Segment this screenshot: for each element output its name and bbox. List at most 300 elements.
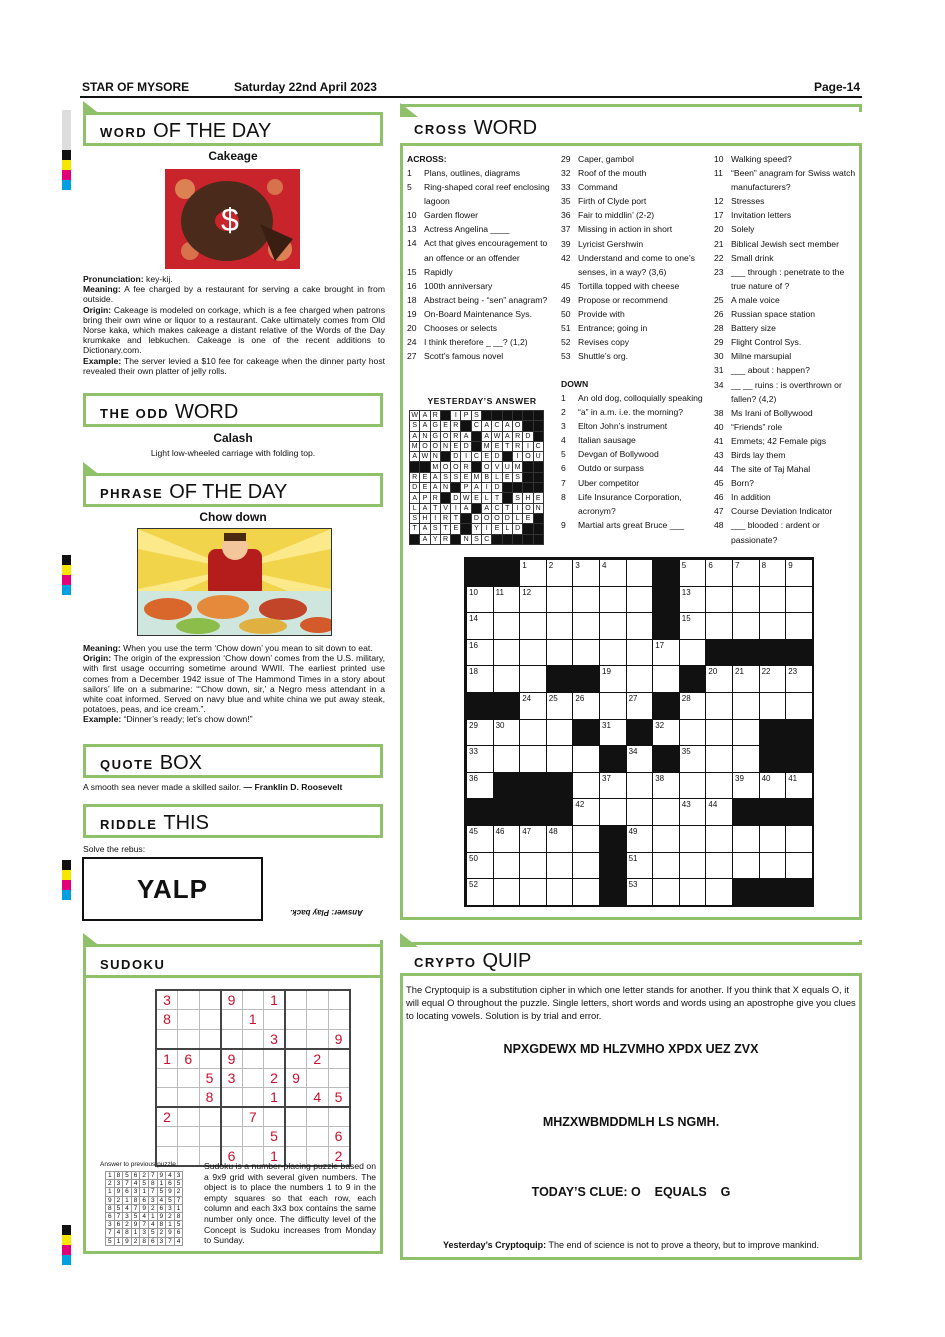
crossword-cell[interactable] [493, 612, 521, 640]
yesterday-cell: D [512, 524, 522, 534]
crossword-cell[interactable]: 41 [785, 772, 813, 800]
prev-sudoku-cell: 4 [157, 1196, 166, 1204]
yesterday-cell: C [492, 421, 502, 431]
prev-sudoku-cell: 7 [166, 1237, 175, 1245]
yesterday-cell [461, 421, 471, 431]
sudoku-cell[interactable]: 9 [328, 1029, 350, 1049]
crossword-cell[interactable] [759, 692, 787, 720]
yesterday-cell: A [420, 524, 430, 534]
crossword-cell[interactable] [572, 586, 600, 614]
crossword-cell[interactable] [546, 745, 574, 773]
sudoku-cell[interactable] [178, 1068, 200, 1088]
clue-item: 15 Rapidly [407, 266, 453, 277]
crossword-cell [546, 772, 574, 800]
prev-sudoku-cell: 1 [114, 1237, 123, 1245]
crossword-cell[interactable] [705, 878, 733, 906]
crossword-cell[interactable]: 32 [652, 719, 680, 747]
yesterday-cell: D [492, 483, 502, 493]
crossword-cell[interactable]: 18 [466, 665, 494, 693]
yesterday-cell: A [461, 503, 471, 513]
sudoku-cell[interactable] [199, 990, 221, 1010]
yesterday-cell: T [430, 503, 440, 513]
crossword-cell[interactable]: 28 [679, 692, 707, 720]
sudoku-cell[interactable] [156, 1029, 178, 1049]
sudoku-cell[interactable] [285, 1088, 307, 1108]
crossword-cell[interactable]: 1 [519, 559, 547, 587]
yesterday-cell: M [430, 462, 440, 472]
crossword-grid[interactable] [464, 557, 814, 907]
prev-sudoku-cell: 1 [157, 1180, 166, 1188]
crossword-cell[interactable] [572, 878, 600, 906]
crossword-cell[interactable]: 30 [493, 719, 521, 747]
crossword-cell[interactable] [785, 586, 813, 614]
yesterday-cell: O [492, 513, 502, 523]
yesterday-cell: N [430, 452, 440, 462]
prev-sudoku-cell: 7 [106, 1229, 115, 1237]
crossword-cell[interactable] [546, 852, 574, 880]
crossword-cell[interactable]: 36 [466, 772, 494, 800]
crossword-cell[interactable] [679, 639, 707, 667]
crossword-cell[interactable] [572, 612, 600, 640]
sudoku-cell[interactable] [221, 1127, 243, 1147]
crossword-cell[interactable] [705, 772, 733, 800]
crossword-cell[interactable]: 50 [466, 852, 494, 880]
sudoku-cell[interactable] [242, 1127, 264, 1147]
riddle-rebus: YALP [82, 857, 263, 921]
sudoku-cell[interactable] [242, 1088, 264, 1108]
sudoku-cell[interactable] [242, 1068, 264, 1088]
crossword-cell[interactable] [785, 692, 813, 720]
crossword-cell[interactable] [785, 612, 813, 640]
crossword-cell[interactable] [679, 852, 707, 880]
crossword-cell[interactable] [705, 586, 733, 614]
yesterday-cell [533, 472, 543, 482]
sudoku-cell[interactable] [307, 1029, 329, 1049]
sudoku-cell[interactable]: 9 [221, 990, 243, 1010]
crossword-cell[interactable] [546, 612, 574, 640]
sudoku-cell[interactable]: 2 [156, 1107, 178, 1127]
prev-sudoku-cell: 1 [106, 1188, 115, 1196]
crossword-cell[interactable]: 43 [679, 798, 707, 826]
crossword-cell[interactable] [519, 639, 547, 667]
yesterday-cell: A [502, 421, 512, 431]
clue-item: 8 Life Insurance Corporation, acronym? [561, 491, 682, 516]
yesterday-cell: I [512, 452, 522, 462]
crossword-cell[interactable] [546, 719, 574, 747]
crossword-cell[interactable]: 45 [466, 825, 494, 853]
sudoku-cell[interactable]: 7 [242, 1107, 264, 1127]
yesterday-cell [461, 513, 471, 523]
clue-item: 2 “a” in a.m. i.e. the morning? [561, 407, 684, 418]
sudoku-cell[interactable] [285, 1127, 307, 1147]
crossword-cell[interactable]: 23 [785, 665, 813, 693]
yesterday-cell [461, 524, 471, 534]
crossword-cell[interactable] [519, 665, 547, 693]
crossword-cell[interactable]: 26 [572, 692, 600, 720]
crossword-cell[interactable]: 16 [466, 639, 494, 667]
crossword-cell[interactable] [599, 586, 627, 614]
sudoku-cell[interactable] [285, 990, 307, 1010]
crossword-cell [466, 559, 494, 587]
crossword-cell[interactable]: 3 [572, 559, 600, 587]
crossword-cell[interactable]: 39 [732, 772, 760, 800]
sudoku-cell[interactable] [199, 1107, 221, 1127]
crossword-cell[interactable] [519, 719, 547, 747]
yesterday-cell: N [461, 534, 471, 544]
crossword-cell[interactable]: 20 [705, 665, 733, 693]
sudoku-cell[interactable] [221, 1107, 243, 1127]
prev-sudoku-cell: 9 [106, 1196, 115, 1204]
sudoku-cell[interactable] [264, 1049, 286, 1069]
crossword-cell[interactable] [652, 825, 680, 853]
sudoku-cell[interactable] [307, 1010, 329, 1030]
sudoku-cell[interactable] [199, 1029, 221, 1049]
crossword-cell[interactable] [493, 665, 521, 693]
crossword-cell[interactable]: 14 [466, 612, 494, 640]
sudoku-cell[interactable] [307, 990, 329, 1010]
crossword-cell[interactable] [519, 612, 547, 640]
prev-sudoku-cell: 9 [131, 1221, 140, 1229]
sudoku-cell[interactable] [178, 1127, 200, 1147]
yesterday-cell [502, 411, 512, 421]
yesterday-cell: O [430, 441, 440, 451]
crossword-cell[interactable] [652, 665, 680, 693]
sudoku-description: Sudoku is a number-placing puzzle based on a 9x9 grid with several given numbers. The object is to place the numbers 1 to 9 in the empty squares so that each row, each column and each 3x3 box contains the same number only once. The difficulty level of the Concept is Sudoku increases from Monday to Sunday. [204, 1161, 376, 1246]
crossword-cell [546, 798, 574, 826]
sudoku-cell[interactable] [178, 990, 200, 1010]
crossword-cell[interactable] [705, 852, 733, 880]
sudoku-cell[interactable] [285, 1107, 307, 1127]
sudoku-cell[interactable] [178, 1107, 200, 1127]
crossword-cell[interactable] [519, 852, 547, 880]
crossword-cell[interactable]: 46 [493, 825, 521, 853]
sudoku-cell[interactable] [264, 1010, 286, 1030]
yesterday-cell: M [512, 462, 522, 472]
crossword-cell[interactable] [759, 612, 787, 640]
yesterday-cell: W [493, 432, 501, 440]
crossword-cell[interactable]: 47 [519, 825, 547, 853]
sudoku-cell[interactable]: 5 [328, 1088, 350, 1108]
sudoku-cell[interactable] [178, 1088, 200, 1108]
yesterday-cell [523, 524, 533, 534]
crossword-cell[interactable] [493, 639, 521, 667]
sudoku-cell[interactable] [156, 1088, 178, 1108]
crossword-cell[interactable] [759, 586, 787, 614]
crossword-cell[interactable]: 52 [466, 878, 494, 906]
prev-sudoku-cell: 4 [131, 1180, 140, 1188]
crossword-cell[interactable]: 27 [626, 692, 654, 720]
crossword-cell[interactable] [572, 852, 600, 880]
phrase-of-day-title: Chow down [199, 510, 267, 524]
prev-sudoku-cell: 2 [106, 1180, 115, 1188]
sudoku-cell[interactable]: 1 [264, 1146, 286, 1166]
crossword-cell[interactable]: 40 [759, 772, 787, 800]
sudoku-cell[interactable]: 2 [307, 1049, 329, 1069]
sudoku-cell[interactable]: 3 [156, 990, 178, 1010]
sudoku-cell[interactable] [178, 1146, 200, 1166]
sudoku-cell[interactable]: 2 [264, 1068, 286, 1088]
sudoku-cell[interactable] [307, 1127, 329, 1147]
clue-item: 5 Devgan of Bollywood [561, 449, 659, 460]
prev-sudoku-cell: 6 [157, 1204, 166, 1212]
crossword-cell[interactable]: 4 [599, 559, 627, 587]
crossword-cell[interactable] [652, 878, 680, 906]
crossword-cell[interactable] [572, 772, 600, 800]
crossword-cell[interactable] [732, 612, 760, 640]
yesterday-answer-label: YESTERDAY’S ANSWER [427, 396, 537, 406]
sudoku-cell[interactable] [199, 1127, 221, 1147]
crossword-cell[interactable] [705, 825, 733, 853]
sudoku-cell[interactable] [328, 1010, 350, 1030]
prev-sudoku-cell: 3 [174, 1172, 183, 1180]
crossword-cell[interactable]: 48 [546, 825, 574, 853]
sudoku-cell[interactable] [178, 1010, 200, 1030]
prev-sudoku-cell: 2 [123, 1221, 132, 1229]
sudoku-cell[interactable] [221, 1029, 243, 1049]
yesterday-cell: P [461, 411, 471, 421]
yesterday-cell: R [461, 462, 471, 472]
clue-item: 41 Emmets; 42 Female pigs [714, 435, 827, 446]
crossword-cell[interactable]: 35 [679, 745, 707, 773]
crossword-cell[interactable]: 24 [519, 692, 547, 720]
crossword-cell[interactable]: 12 [519, 586, 547, 614]
sudoku-cell[interactable] [156, 1127, 178, 1147]
yesterday-cell [492, 411, 502, 421]
yesterday-cell: A [471, 483, 481, 493]
sudoku-cell[interactable] [178, 1029, 200, 1049]
crossword-cell[interactable] [759, 852, 787, 880]
sudoku-cell[interactable] [328, 1107, 350, 1127]
sudoku-cell[interactable]: 1 [242, 1010, 264, 1030]
crossword-cell[interactable] [599, 798, 627, 826]
prev-sudoku-cell: 4 [114, 1229, 123, 1237]
crossword-cell[interactable]: 17 [652, 639, 680, 667]
crossword-cell[interactable]: 15 [679, 612, 707, 640]
clue-item: 38 Ms Irani of Bollywood [714, 407, 813, 418]
sudoku-cell[interactable] [242, 1029, 264, 1049]
yesterday-cell: D [523, 431, 533, 441]
crossword-cell[interactable] [519, 745, 547, 773]
yesterday-cell: S [430, 524, 440, 534]
crossword-cell[interactable] [732, 692, 760, 720]
yesterday-cell: A [482, 431, 492, 441]
sudoku-cell[interactable] [307, 1068, 329, 1088]
clue-item: 42 Understand and come to one’s senses, in a way? (3,6) [561, 252, 695, 277]
sudoku-cell[interactable]: 1 [264, 1088, 286, 1108]
crossword-cell [493, 798, 521, 826]
crossword-cell[interactable] [493, 852, 521, 880]
crossword-cell[interactable] [519, 878, 547, 906]
sudoku-grid[interactable] [155, 989, 351, 1167]
crossword-cell[interactable] [759, 825, 787, 853]
yesterday-cell: I [461, 452, 471, 462]
crossword-cell[interactable] [626, 665, 654, 693]
crossword-cell[interactable]: 38 [652, 772, 680, 800]
sudoku-cell[interactable] [242, 990, 264, 1010]
crossword-cell[interactable] [626, 639, 654, 667]
yesterday-cell: S [451, 472, 461, 482]
sudoku-cell[interactable]: 3 [264, 1029, 286, 1049]
crossword-cell[interactable] [546, 639, 574, 667]
crossword-cell[interactable] [599, 639, 627, 667]
crossword-cell[interactable]: 44 [705, 798, 733, 826]
sudoku-cell[interactable] [221, 1088, 243, 1108]
crossword-cell[interactable]: 19 [599, 665, 627, 693]
crossword-cell[interactable]: 22 [759, 665, 787, 693]
crossword-cell[interactable] [732, 852, 760, 880]
sudoku-cell[interactable]: 9 [285, 1068, 307, 1088]
sudoku-cell[interactable] [264, 1107, 286, 1127]
crossword-cell[interactable] [732, 745, 760, 773]
crossword-cell [705, 639, 733, 667]
yesterday-cell: E [523, 513, 533, 523]
yesterday-cell: E [482, 452, 492, 462]
sudoku-cell[interactable]: 9 [221, 1049, 243, 1069]
crossword-cell[interactable]: 49 [626, 825, 654, 853]
prev-sudoku-cell: 4 [123, 1204, 132, 1212]
sudoku-cell[interactable]: 6 [178, 1049, 200, 1069]
sudoku-cell[interactable]: 5 [264, 1127, 286, 1147]
sudoku-cell[interactable]: 8 [156, 1010, 178, 1030]
sudoku-cell[interactable]: 4 [307, 1088, 329, 1108]
yesterday-cell [523, 411, 533, 421]
clue-item: 10 Garden flower [407, 210, 478, 221]
clue-item: 44 The site of Taj Mahal [714, 464, 811, 475]
crossword-cell[interactable] [732, 719, 760, 747]
yesterday-cell: O [482, 462, 492, 472]
prev-sudoku-cell: 2 [157, 1229, 166, 1237]
sudoku-cell[interactable] [285, 1049, 307, 1069]
crossword-cell[interactable]: 13 [679, 586, 707, 614]
yesterday-cell: G [430, 421, 440, 431]
sudoku-cell[interactable]: 1 [264, 990, 286, 1010]
sudoku-cell[interactable] [328, 990, 350, 1010]
crossword-cell[interactable]: 31 [599, 719, 627, 747]
crossword-cell[interactable] [572, 745, 600, 773]
clue-item: 7 Uber competitor [561, 477, 640, 488]
sudoku-cell[interactable] [221, 1010, 243, 1030]
sudoku-cell[interactable] [156, 1068, 178, 1088]
crossword-cell[interactable]: 11 [493, 586, 521, 614]
yesterday-cell: D [492, 452, 502, 462]
sudoku-cell[interactable] [285, 1010, 307, 1030]
crossword-cell[interactable]: 21 [732, 665, 760, 693]
sudoku-cell[interactable] [242, 1049, 264, 1069]
yesterday-cell [471, 431, 481, 441]
yesterday-cell: R [430, 493, 440, 503]
crossword-cell[interactable] [705, 692, 733, 720]
crossword-cell[interactable]: 51 [626, 852, 654, 880]
cryptoquip-line-2: MHZXWBMDDMLH LS NGMH. [542, 1115, 720, 1129]
clue-item: 37 Missing in action in short [561, 224, 673, 235]
sudoku-cell[interactable] [199, 1049, 221, 1069]
crossword-cell[interactable] [626, 586, 654, 614]
crossword-cell[interactable]: 2 [546, 559, 574, 587]
crossword-cell[interactable] [599, 612, 627, 640]
crossword-cell[interactable] [652, 852, 680, 880]
crossword-cell[interactable] [626, 559, 654, 587]
crossword-cell[interactable]: 10 [466, 586, 494, 614]
crossword-cell[interactable]: 5 [679, 559, 707, 587]
crossword-cell[interactable] [732, 586, 760, 614]
word-of-day-header: WORD OF THE DAY [83, 112, 383, 146]
yesterday-cell: E [420, 483, 430, 493]
prev-sudoku-cell: 8 [131, 1196, 140, 1204]
crossword-cell [732, 639, 760, 667]
crossword-cell[interactable]: 33 [466, 745, 494, 773]
crossword-cell[interactable] [599, 692, 627, 720]
crossword-cell[interactable] [785, 852, 813, 880]
crossword-cell[interactable] [785, 825, 813, 853]
crossword-cell[interactable] [679, 772, 707, 800]
sudoku-cell[interactable] [328, 1049, 350, 1069]
sudoku-cell[interactable] [199, 1010, 221, 1030]
crossword-cell[interactable] [732, 825, 760, 853]
crossword-cell[interactable]: 37 [599, 772, 627, 800]
yesterday-cell: E [533, 493, 543, 503]
sudoku-cell[interactable]: 3 [221, 1068, 243, 1088]
crossword-cell[interactable] [626, 612, 654, 640]
sudoku-cell[interactable]: 6 [328, 1127, 350, 1147]
crossword-cell[interactable]: 6 [705, 559, 733, 587]
crossword-cell[interactable] [652, 798, 680, 826]
sudoku-cell[interactable]: 2 [328, 1146, 350, 1166]
crossword-cell[interactable] [572, 825, 600, 853]
yesterday-cell: S [440, 472, 450, 482]
crossword-cell[interactable] [572, 639, 600, 667]
sudoku-cell[interactable]: 5 [199, 1068, 221, 1088]
crossword-cell[interactable] [705, 719, 733, 747]
yesterday-cell: W [421, 453, 429, 461]
crossword-cell[interactable] [546, 586, 574, 614]
sudoku-cell[interactable]: 8 [199, 1088, 221, 1108]
sudoku-cell[interactable]: 6 [221, 1146, 243, 1166]
crossword-cell[interactable] [705, 612, 733, 640]
crossword-cell[interactable]: 53 [626, 878, 654, 906]
sudoku-cell[interactable] [307, 1107, 329, 1127]
sudoku-header: SUDOKU [83, 944, 383, 978]
prev-sudoku-cell: 5 [106, 1237, 115, 1245]
crossword-cell[interactable] [493, 745, 521, 773]
crossword-cell[interactable] [705, 745, 733, 773]
crossword-cell[interactable]: 7 [732, 559, 760, 587]
crossword-cell[interactable] [626, 772, 654, 800]
prev-sudoku-cell: 9 [166, 1229, 175, 1237]
crossword-cell[interactable]: 8 [759, 559, 787, 587]
crossword-cell [599, 825, 627, 853]
prev-sudoku-cell: 6 [123, 1188, 132, 1196]
clue-item: 47 Course Deviation Indicator [714, 506, 833, 517]
crossword-header: CROSS WORD [400, 112, 862, 146]
crossword-cell[interactable]: 29 [466, 719, 494, 747]
crossword-cell[interactable] [679, 719, 707, 747]
issue-date: Saturday 22nd April 2023 [234, 80, 377, 94]
registration-marks [62, 860, 71, 900]
phrase-of-day-body: Meaning: When you use the term ‘Chow down’ you mean to sit down to eat. Origin: The origin of the expression ‘Chow down’ comes from the U.S. military, with first usage occurring sometime around WWII. The earliest printed use comes from a December 1942 issue of The Hammond Times in a story about sailors’ life on a submarine: “‘Chow down, sir,’ a Negro mess attendant in a white coat informed. Served on navy blue and white china we put away steak, potatoes, peas, and ice cream.”. Example: “Dinner’s ready; let’s chow down!” [83, 643, 386, 725]
crossword-cell[interactable]: 42 [572, 798, 600, 826]
crossword-cell[interactable] [493, 878, 521, 906]
crossword-cell[interactable] [626, 798, 654, 826]
crossword-cell[interactable]: 34 [626, 745, 654, 773]
crossword-cell[interactable] [546, 878, 574, 906]
crossword-cell[interactable]: 9 [785, 559, 813, 587]
crossword-cell[interactable]: 25 [546, 692, 574, 720]
crossword-cell[interactable] [679, 878, 707, 906]
sudoku-cell[interactable] [285, 1029, 307, 1049]
sudoku-cell[interactable]: 1 [156, 1049, 178, 1069]
sudoku-cell[interactable] [328, 1068, 350, 1088]
crossword-cell[interactable] [679, 825, 707, 853]
